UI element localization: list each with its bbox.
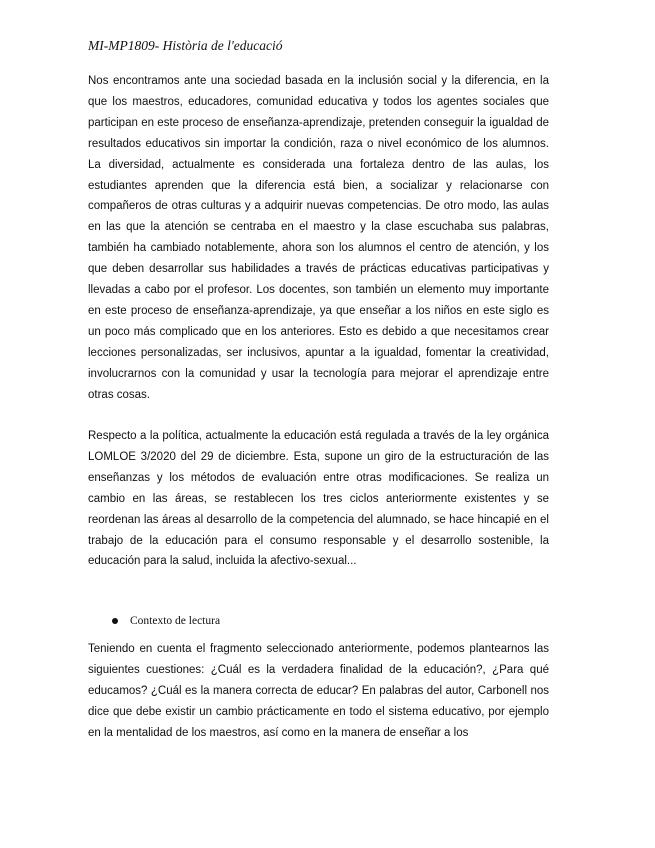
bullet-icon bbox=[112, 618, 118, 624]
bullet-item bbox=[112, 615, 220, 627]
paragraph-inclusion: Nos encontramos ante una sociedad basada en la inclusión social y la diferencia, en la que los maestros, educadores, comunidad educativa y todos los agentes sociales que participan en este proceso de enseñanza-aprendizaje, pretenden conseguir la igualdad de resultados educativos sin importar la condición, raza o nivel económico de los alumnos. La diversidad, actualmente es considerada una fortaleza dentro de las aulas, los estudiantes aprenden que la diferencia está bien, a socializar y relacionarse con compañeros de otras culturas y a adquirir nuevas competencias. De otro modo, las aulas en las que la atención se centraba en el maestro y la clase escuchaba sus palabras, también ha cambiado notablemente, ahora son los alumnos el centro de atención, y los que deben desarrollar sus habilidades a través de prácticas educativas participativas y llevadas a cabo por el profesor. Los docentes, son también un elemento muy importante en este proceso de enseñanza-aprendizaje, ya que enseñar a los niños en este siglo es un poco más complicado que en los anteriores. Esto es debido a que necesitamos crear lecciones personalizadas, ser inclusivos, apuntar a la igualdad, fomentar la creatividad, involucrarnos con la comunidad y usar la tecnología para mejorar el aprendizaje entre otras cosas. bbox=[88, 75, 549, 401]
section-heading: Contexto de lectura bbox=[130, 615, 221, 627]
paragraph-politics: Respecto a la política, actualmente la educación está regulada a través de la ley orgánica LOMLOE 3/2020 del 29 de diciembre. Esta, supone un giro de la estructuración de las enseñanzas y los métodos de evaluación entre otras modificaciones. Se realiza un cambio en las áreas, se restablecen los tres ciclos anteriormente existentes y se reordenan las áreas al desarrollo de la competencia del alumnado, se hace hincapié en el trabajo de la educación para el consumo responsable y el desarrollo sostenible, la educación para la salud, incluida la afectivo-sexual... bbox=[88, 430, 549, 568]
page-header: MI-MP1809- Història de l'educació bbox=[88, 38, 283, 53]
paragraph-reading-context: Teniendo en cuenta el fragmento seleccionado anteriormente, podemos plantearnos las siguientes cuestiones: ¿Cuál es la verdadera finalidad de la educación?, ¿Para qué educamos? ¿Cuál es la manera correcta de educar? En palabras del autor, Carbonell nos dice que debe existir un cambio prácticamente en todo el sistema educativo, por ejemplo en la mentalidad de los maestros, así como en la manera de enseñar a los bbox=[88, 643, 549, 739]
